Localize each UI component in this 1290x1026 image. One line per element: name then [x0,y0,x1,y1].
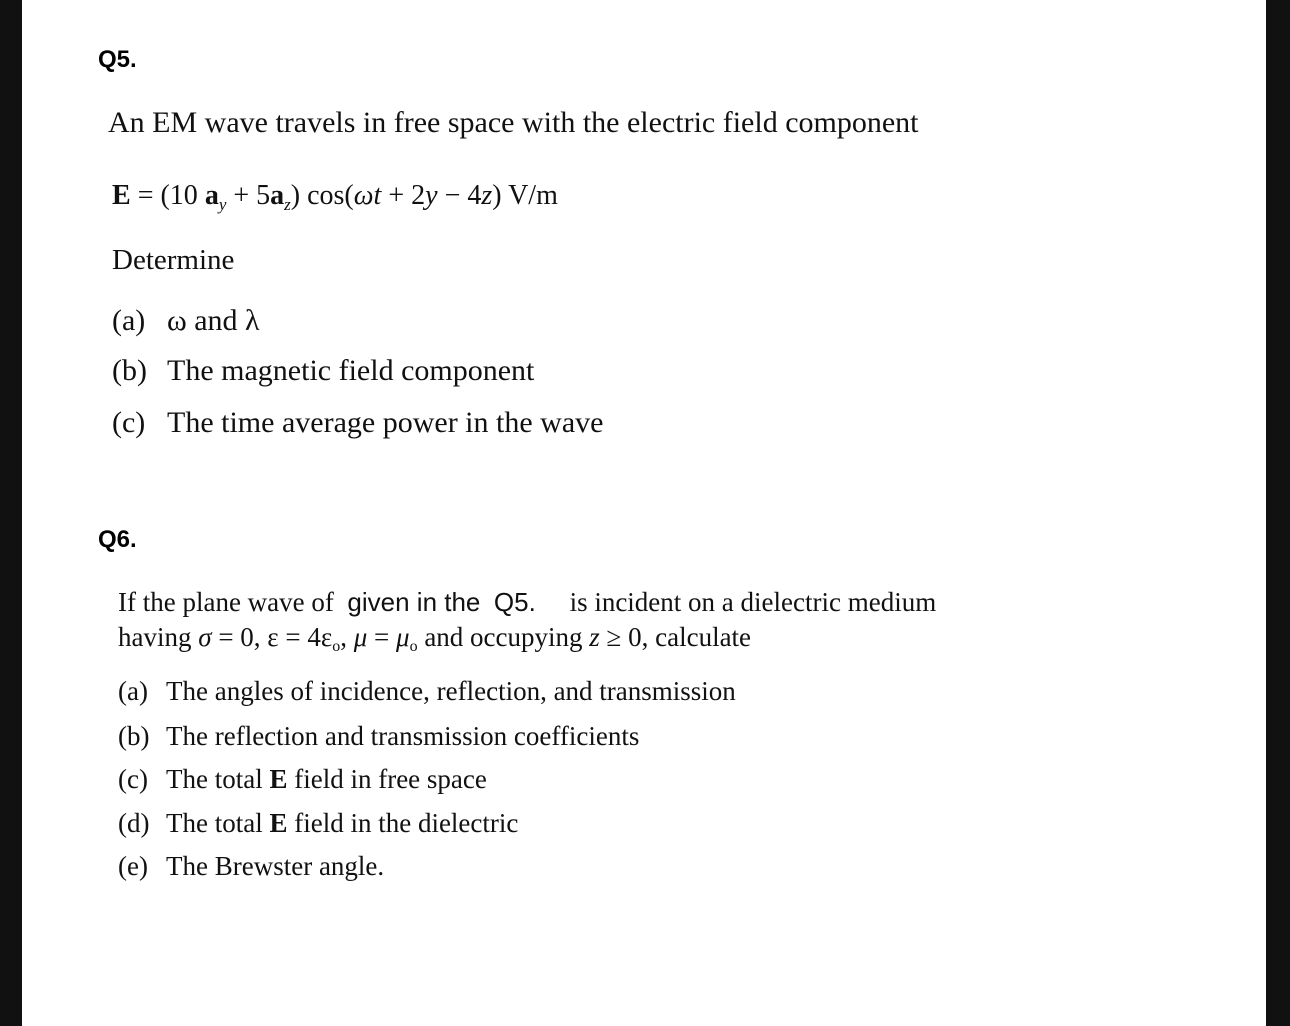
q6-item [118,808,518,839]
q6-mu2: μ [396,622,410,652]
q6-z: z [589,622,600,652]
q6-item-letter: (d) [118,808,150,838]
q5-item-letter: (c) [112,406,146,439]
q6-item-pre: The reflection and transmission coefficients [166,721,640,751]
q6-item [118,676,736,707]
q5-item-letter: (a) [112,304,146,337]
q5-item [112,406,603,440]
eq-minus: − [444,180,461,211]
q6-comma: , [340,622,347,652]
q5-item-text: ω and λ [167,304,260,337]
q6-item-pre: The angles of incidence, reflection, and transmission [166,676,736,706]
q5-heading: Q5. [98,46,137,73]
eq-plus1: + [233,180,250,211]
q6-item-pre: The total [166,808,270,838]
q5-item [112,354,534,388]
q6-line1-a: If the plane wave of [118,587,334,617]
eq-sub1: y [218,195,227,214]
eq-z: z [481,180,493,211]
q6-intro-line2 [118,622,751,656]
eq-coef2: 5 [256,180,271,211]
eq-omega-t: ωt [353,180,382,211]
q6-mu1: μ [353,622,368,652]
eq-close-cos: ) cos( [290,180,354,211]
q6-and-occupying: and occupying [424,622,583,652]
q5-intro: An EM wave travels in free space with the electric field component [108,106,919,139]
q6-item-bold: E [269,808,288,838]
q5-equation [112,180,558,215]
q5-item-text: The magnetic field component [167,354,535,387]
eq-y: y [425,180,438,211]
eq-a1: a [204,180,219,211]
eq-open: (10 [160,180,198,211]
q6-rest: ≥ 0, calculate [606,622,752,652]
q6-line1-d: is incident on a dielectric medium [569,587,937,617]
eq-a2: a [270,180,285,211]
eq-lhs: E [112,180,131,211]
q6-item-post: field in free space [287,764,487,794]
q6-intro-line1 [118,587,936,618]
q6-line1-b: given in the [347,587,481,617]
q5-item-text: The time average power in the wave [167,406,604,439]
q5-item-letter: (b) [112,354,147,387]
q6-item-bold: E [269,764,288,794]
document-page [22,0,1266,1026]
q6-sub-o1: o [332,638,341,655]
q6-line1-c: Q5. [493,587,536,617]
eq-sub2: z [284,195,291,214]
eq-two: 2 [411,180,426,211]
q6-sigma: σ [198,622,212,652]
q6-sub-o2: o [409,638,418,655]
q6-item-letter: (c) [118,764,148,794]
eq-tail: ) V/m [492,180,558,211]
eq-equals: = [137,180,154,211]
q6-item [118,721,639,752]
q6-item-letter: (b) [118,721,150,751]
q5-item [112,304,260,338]
q6-eq2: = [374,622,390,652]
q6-item-post: field in the dielectric [287,808,519,838]
q6-item-pre: The Brewster angle. [166,851,385,881]
q6-item [118,851,384,882]
q6-item-letter: (e) [118,851,148,881]
q5-determine: Determine [112,244,235,276]
q6-item-letter: (a) [118,676,148,706]
q6-item [118,764,487,795]
q6-heading: Q6. [98,526,137,553]
q6-having: having [118,622,192,652]
eq-plus2: + [388,180,405,211]
eq-four: 4 [467,180,482,211]
q6-eq1: = 0, ε = 4ε [218,622,333,652]
q6-item-pre: The total [166,764,270,794]
